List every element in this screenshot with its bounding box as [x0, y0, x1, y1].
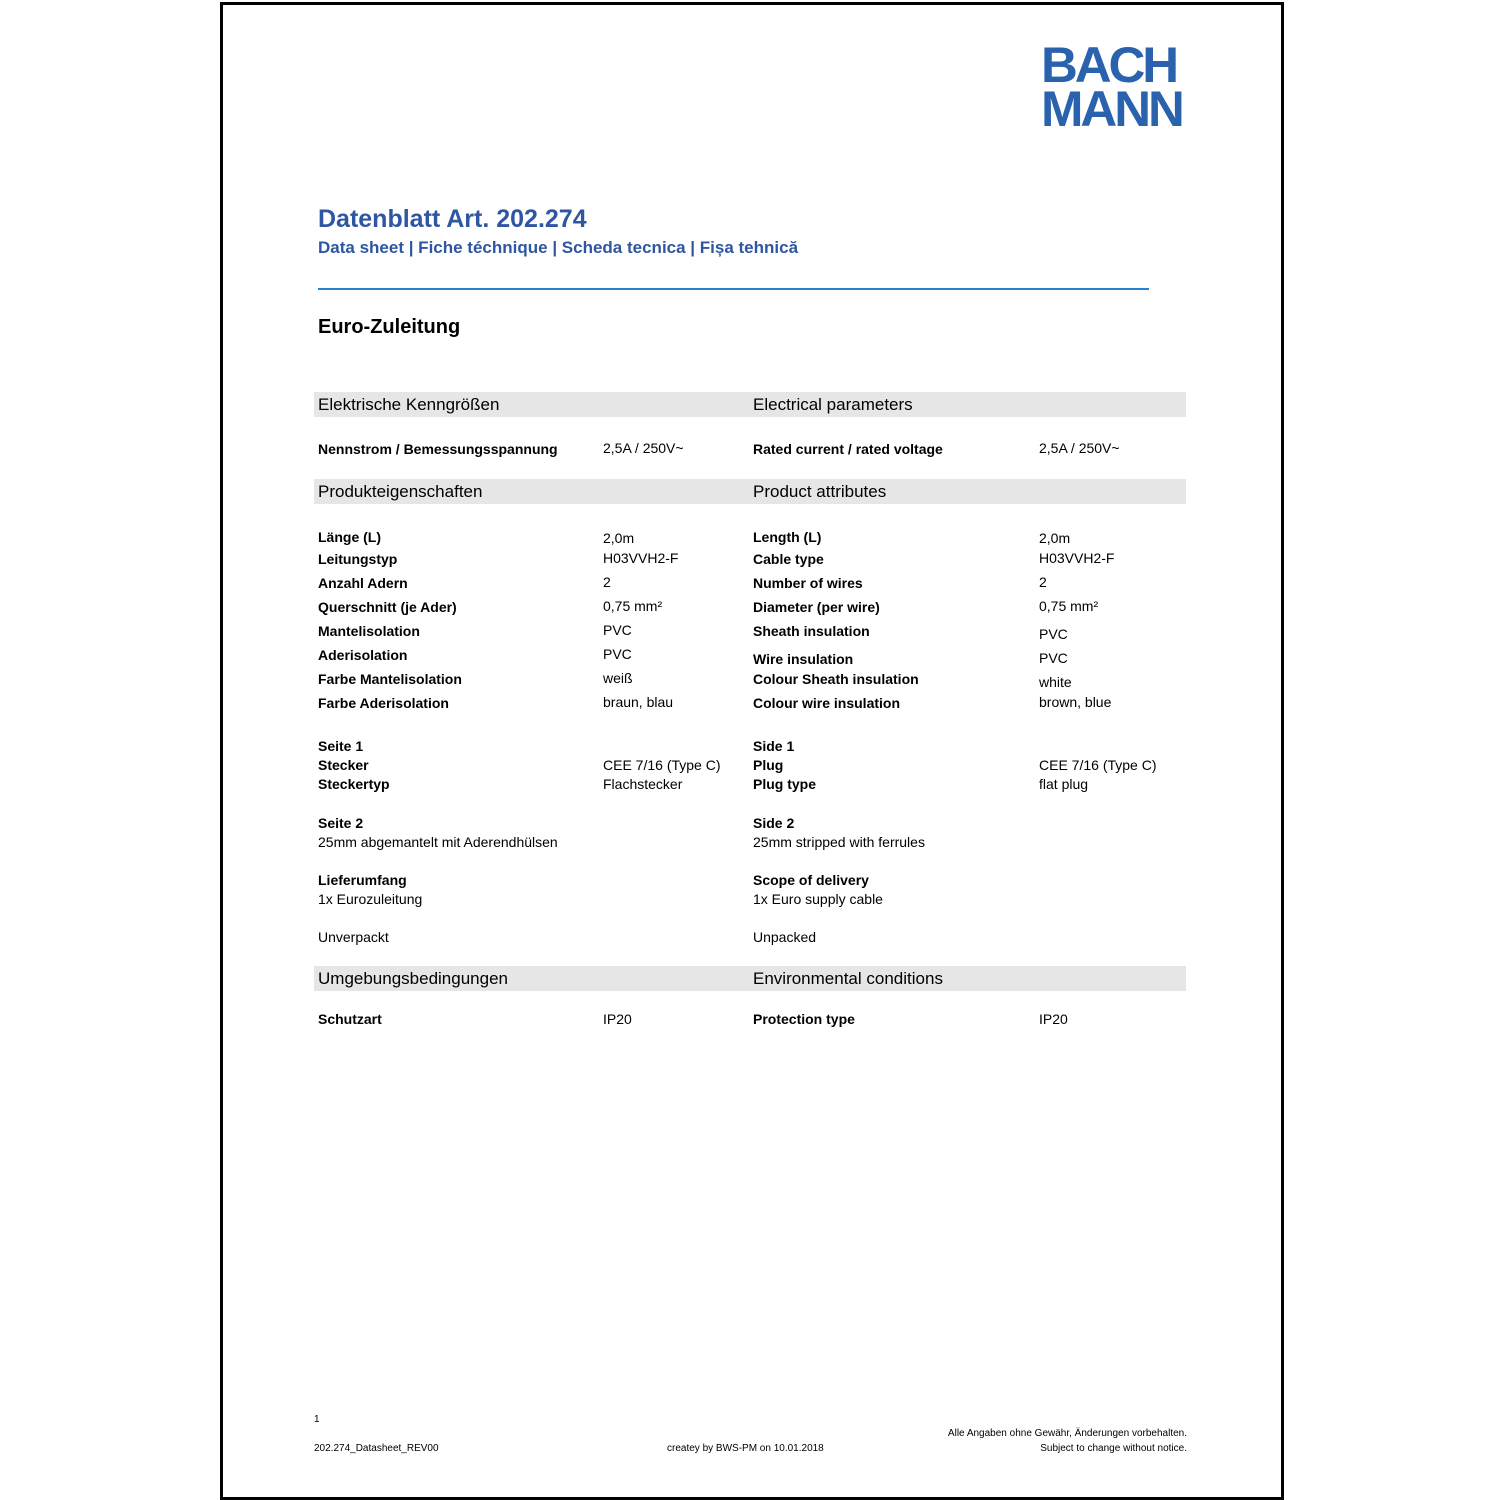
spec-label-de: Anzahl Adern [318, 575, 408, 591]
spec-value-en: 2,0m [1039, 530, 1071, 546]
spec-label-en: Sheath insulation [753, 623, 870, 639]
section-title-environment-de: Umgebungsbedingungen [318, 969, 508, 988]
spec-value-en: IP20 [1039, 1011, 1068, 1027]
spec-value-en: 2,5A / 250V~ [1039, 440, 1120, 456]
spec-label-de: Farbe Aderisolation [318, 695, 449, 711]
delivery-text-en: 1x Euro supply cable [753, 891, 883, 907]
spec-label-en: Colour wire insulation [753, 695, 901, 711]
footer-created: createy by BWS-PM on 10.01.2018 [667, 1443, 824, 1454]
spec-value-de: 2,0m [603, 530, 635, 546]
spec-value-en: PVC [1039, 626, 1068, 642]
side1-plug-value-en: CEE 7/16 (Type C) [1039, 757, 1157, 773]
side1-type-value-de: Flachstecker [603, 776, 683, 792]
page-number: 1 [314, 1414, 320, 1425]
side1-plug-value-de: CEE 7/16 (Type C) [603, 757, 721, 773]
spec-label-de: Länge (L) [318, 529, 381, 545]
spec-label-en: Rated current / rated voltage [753, 441, 943, 457]
spec-value-de: weiß [603, 670, 633, 686]
page-subtitle: Data sheet | Fiche téchnique | Scheda tecnica | Fișa tehnică [318, 238, 799, 257]
spec-value-de: IP20 [603, 1011, 632, 1027]
spec-value-de: PVC [603, 622, 632, 638]
footer-file-name: 202.274_Datasheet_REV00 [314, 1443, 439, 1454]
section-title-electrical-de: Elektrische Kenngrößen [318, 395, 500, 414]
spec-value-de: 0,75 mm² [603, 598, 663, 614]
spec-label-de: Schutzart [318, 1011, 382, 1027]
section-title-environment-en: Environmental conditions [753, 969, 943, 988]
spec-label-de: Leitungstyp [318, 551, 398, 567]
product-name: Euro-Zuleitung [318, 316, 461, 338]
side2-title-en: Side 2 [753, 815, 795, 831]
spec-label-de: Farbe Mantelisolation [318, 671, 462, 687]
side2-title-de: Seite 2 [318, 815, 364, 831]
side2-text-en: 25mm stripped with ferrules [753, 834, 925, 850]
side2-text-de: 25mm abgemantelt mit Aderendhülsen [318, 834, 558, 850]
spec-value-de: H03VVH2-F [603, 550, 679, 566]
spec-value-en: brown, blue [1039, 694, 1112, 710]
side1-type-value-en: flat plug [1039, 776, 1089, 792]
spec-label-en: Number of wires [753, 575, 863, 591]
spec-label-en: Wire insulation [753, 651, 854, 667]
section-title-product-de: Produkteigenschaften [318, 482, 483, 501]
logo-line-2: MANN [1041, 81, 1182, 137]
spec-value-de: PVC [603, 646, 632, 662]
spec-label-en: Length (L) [753, 529, 822, 545]
spec-value-en: PVC [1039, 650, 1068, 666]
spec-label-de: Querschnitt (je Ader) [318, 599, 457, 615]
side1-type-label-de: Steckertyp [318, 776, 390, 792]
delivery-title-en: Scope of delivery [753, 872, 869, 888]
side1-plug-label-en: Plug [753, 757, 784, 773]
page-title: Datenblatt Art. 202.274 [318, 205, 587, 233]
footer-disclaimer-en: Subject to change without notice. [1040, 1443, 1187, 1454]
spec-label-en: Diameter (per wire) [753, 599, 880, 615]
side1-plug-label-de: Stecker [318, 757, 369, 773]
spec-label-en: Protection type [753, 1011, 855, 1027]
spec-value-de: braun, blau [603, 694, 674, 710]
spec-value-en: H03VVH2-F [1039, 550, 1115, 566]
spec-label-en: Colour Sheath insulation [753, 671, 919, 687]
packing-en: Unpacked [753, 929, 817, 945]
delivery-title-de: Lieferumfang [318, 872, 407, 888]
spec-value-de: 2,5A / 250V~ [603, 440, 684, 456]
spec-label-de: Aderisolation [318, 647, 408, 663]
spec-value-en: 2 [1039, 574, 1047, 590]
spec-value-en: white [1039, 674, 1072, 690]
spec-value-en: 0,75 mm² [1039, 598, 1099, 614]
header-divider [318, 288, 1149, 290]
spec-label-de: Mantelisolation [318, 623, 420, 639]
delivery-text-de: 1x Eurozuleitung [318, 891, 423, 907]
side1-title-de: Seite 1 [318, 738, 364, 754]
footer-disclaimer-de: Alle Angaben ohne Gewähr, Änderungen vorbehalten. [947, 1428, 1187, 1439]
side1-type-label-en: Plug type [753, 776, 817, 792]
logo-line-1: BACH [1041, 37, 1177, 93]
side1-title-en: Side 1 [753, 738, 795, 754]
spec-label-de: Nennstrom / Bemessungsspannung [318, 441, 558, 457]
section-title-product-en: Product attributes [753, 482, 887, 501]
spec-label-en: Cable type [753, 551, 824, 567]
section-title-electrical-en: Electrical parameters [753, 395, 913, 414]
spec-value-de: 2 [603, 574, 611, 590]
bachmann-logo [1041, 37, 1192, 137]
packing-de: Unverpackt [318, 929, 389, 945]
